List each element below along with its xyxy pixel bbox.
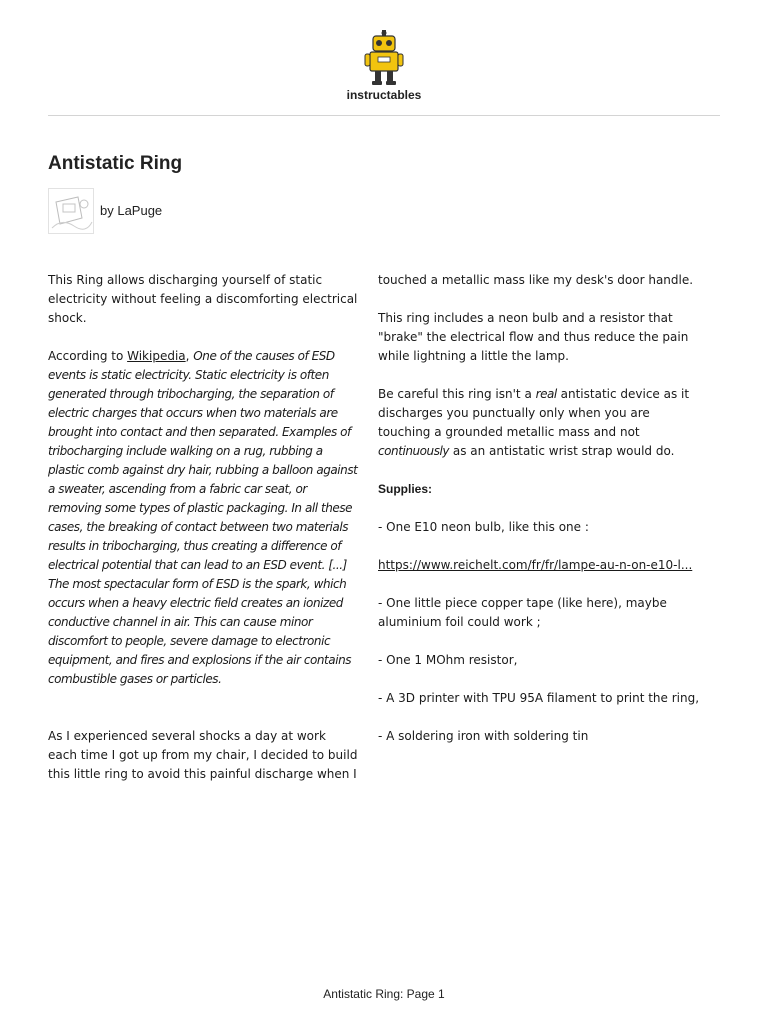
wikipedia-link[interactable]: Wikipedia [127, 349, 186, 363]
caution-text-3: as an antistatic wrist strap would do. [449, 444, 675, 458]
caution-paragraph [378, 385, 704, 461]
wikipedia-quote: One of the causes of ESD events is static electricity. Static electricity is often generated through tribocharging, the separation of electric charges that occurs when two materials are brought into contact and then separated. Examples of tribocharging include walking on a rug, rubbing a plastic comb against dry hair, rubbing a balloon against a sweater, ascending from a fabric car seat, or removing some types of plastic packaging. In all these cases, the breaking of contact between two materials results in tribocharging, thus creating a difference of electrical potential that can lead to an ESD event. [...] The most spectacular form of ESD is the spark, which occurs when a heavy electric field creates an ionized conductive channel in air. This can cause minor discomfort to people, severe damage to electronic equipment, and fires and explosions if the air contains combustible gases or particles. [48, 349, 358, 686]
caution-emphasis-continuously: continuously [378, 444, 450, 458]
byline-prefix: by [100, 203, 118, 218]
experience-paragraph: As I experienced several shocks a day at work each time I got up from my chair, I decided to build this little ring to avoid this painful discharge when I [48, 729, 358, 781]
caution-emphasis-real: real [535, 387, 557, 401]
author-avatar[interactable] [48, 188, 94, 234]
ring-description-paragraph: This ring includes a neon bulb and a resistor that "brake" the electrical flow and thus reduce the pain while lightning a little the lamp. [378, 311, 689, 363]
brand-name[interactable]: instructables [346, 88, 422, 102]
quote-paragraph [48, 347, 358, 689]
supply-link-reichelt[interactable]: https://www.reichelt.com/fr/fr/lampe-au-n-on-e10-l... [378, 558, 693, 572]
page-footer: Antistatic Ring: Page 1 [323, 987, 445, 1001]
site-header [0, 0, 768, 116]
author-byline [100, 203, 162, 218]
header-divider [48, 115, 720, 116]
supplies-heading: Supplies: [378, 482, 433, 496]
intro-paragraph: This Ring allows discharging yourself of static electricity without feeling a discomforting electrical shock. [48, 273, 358, 325]
quote-comma: , [185, 349, 190, 363]
caution-text-2: antistatic device as it discharges you punctually only when you are touching a grounded metallic mass and not [378, 387, 690, 439]
supply-item-neon-bulb: - One E10 neon bulb, like this one : [378, 520, 589, 534]
experience-continued: touched a metallic mass like my desk's door handle. [378, 273, 694, 287]
supply-item-resistor: - One 1 MOhm resistor, [378, 653, 518, 667]
supply-item-copper-tape: - One little piece copper tape (like here), maybe aluminium foil could work ; [378, 596, 667, 629]
supply-item-3d-printer: - A 3D printer with TPU 95A filament to print the ring, [378, 691, 700, 705]
supply-item-soldering-iron: - A soldering iron with soldering tin [378, 729, 589, 743]
according-prefix: According to [48, 349, 128, 363]
article-column-left [48, 271, 358, 784]
author-name[interactable]: LaPuge [117, 203, 163, 218]
caution-text-1: Be careful this ring isn't a [378, 387, 536, 401]
instructables-robot-logo[interactable] [362, 30, 406, 86]
article-column-right [378, 271, 704, 746]
page-title: Antistatic Ring [48, 153, 183, 174]
